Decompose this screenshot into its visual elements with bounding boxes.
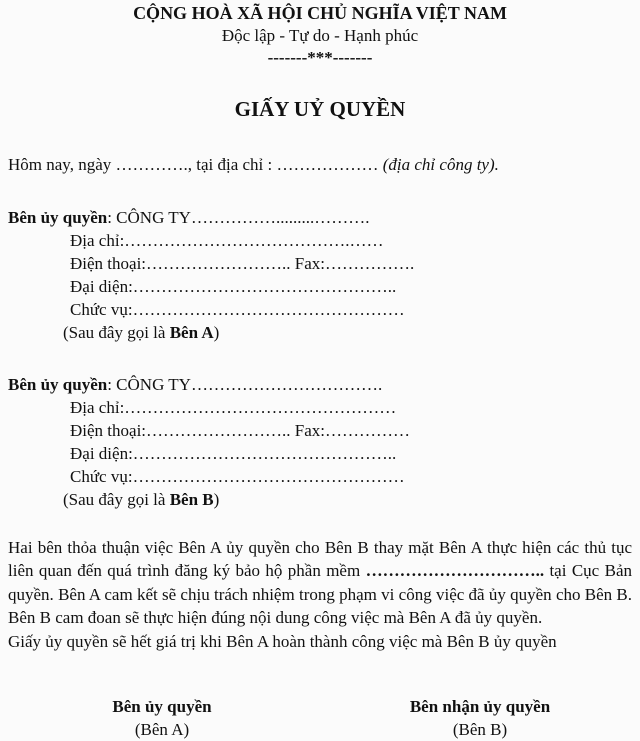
- agreement-paragraph: [8, 536, 632, 630]
- party-a-representative: Đại diện:………………………………………..: [70, 277, 397, 296]
- party-b-phone: Điện thoại:…………………….. Fax:……………: [70, 421, 410, 440]
- party-a-phone: Điện thoại:…………………….. Fax:…………….: [70, 254, 415, 273]
- separator: -------***-------: [267, 48, 373, 67]
- party-a-label: Bên ủy quyền: [8, 208, 108, 227]
- national-title: CỘNG HOÀ XÃ HỘI CHỦ NGHĨA VIỆT NAM: [133, 3, 507, 23]
- party-b-position: Chức vụ:…………………………………………: [70, 467, 405, 486]
- intro-italic: (địa chỉ công ty).: [382, 155, 499, 174]
- p1-after: tại Cục Bản quyền. Bên A cam kết sẽ chịu trách nhiệm trong phạm vi công việc đã ủy quyền cho Bên B. Bên B cam đoan sẽ thực hiện đúng nội dung công việc mà Bên A đã ủy quyền.: [8, 561, 632, 628]
- alias-prefix: (Sau đây gọi là: [63, 323, 170, 342]
- party-b-address: Địa chỉ:…………………………………………: [70, 398, 397, 417]
- p1-before: Hai bên thỏa thuận việc Bên A ủy quyền cho Bên B thay mặt Bên A thực hiện các thủ tục liên quan đến quá trình đăng ký bảo hộ phần mềm: [8, 538, 632, 581]
- alias-suffix: ): [213, 323, 220, 342]
- software-blank: …………………………..: [365, 561, 545, 581]
- signature-left-title: Bên ủy quyền: [112, 697, 212, 716]
- party-a-company-value: : CÔNG TY…………….........……….: [107, 208, 370, 227]
- signature-left: [42, 695, 282, 741]
- signature-right: [360, 695, 600, 741]
- party-a-alias: [63, 322, 219, 344]
- signature-right-title: Bên nhận ủy quyền: [409, 697, 551, 716]
- alias-prefix: (Sau đây gọi là: [63, 490, 170, 509]
- alias-suffix: ): [213, 490, 220, 509]
- motto: Độc lập - Tự do - Hạnh phúc: [221, 26, 419, 45]
- party-a-position: Chức vụ:…………………………………………: [70, 300, 405, 319]
- intro-line: [8, 154, 499, 176]
- party-b-alias: [63, 489, 219, 511]
- party-b-company: [8, 374, 382, 396]
- party-a-company: [8, 207, 369, 229]
- alias-name: Bên A: [169, 323, 214, 342]
- validity-paragraph: Giấy ủy quyền sẽ hết giá trị khi Bên A hoàn thành công việc mà Bên B ủy quyền: [8, 631, 557, 651]
- party-b-representative: Đại diện:………………………………………..: [70, 444, 397, 463]
- party-b-label: Bên ủy quyền: [8, 375, 108, 394]
- alias-name: Bên B: [169, 490, 214, 509]
- document-title: GIẤY UỶ QUYỀN: [234, 97, 406, 121]
- signature-left-sub: (Bên A): [134, 720, 190, 739]
- signature-right-sub: (Bên B): [452, 720, 508, 739]
- agreement-body: [8, 536, 632, 653]
- party-b-company-value: : CÔNG TY…………………………….: [107, 375, 383, 394]
- party-a-address: Địa chỉ:………………………………….……: [70, 231, 384, 250]
- intro-text: Hôm nay, ngày …………., tại địa chỉ : ………………: [8, 155, 383, 174]
